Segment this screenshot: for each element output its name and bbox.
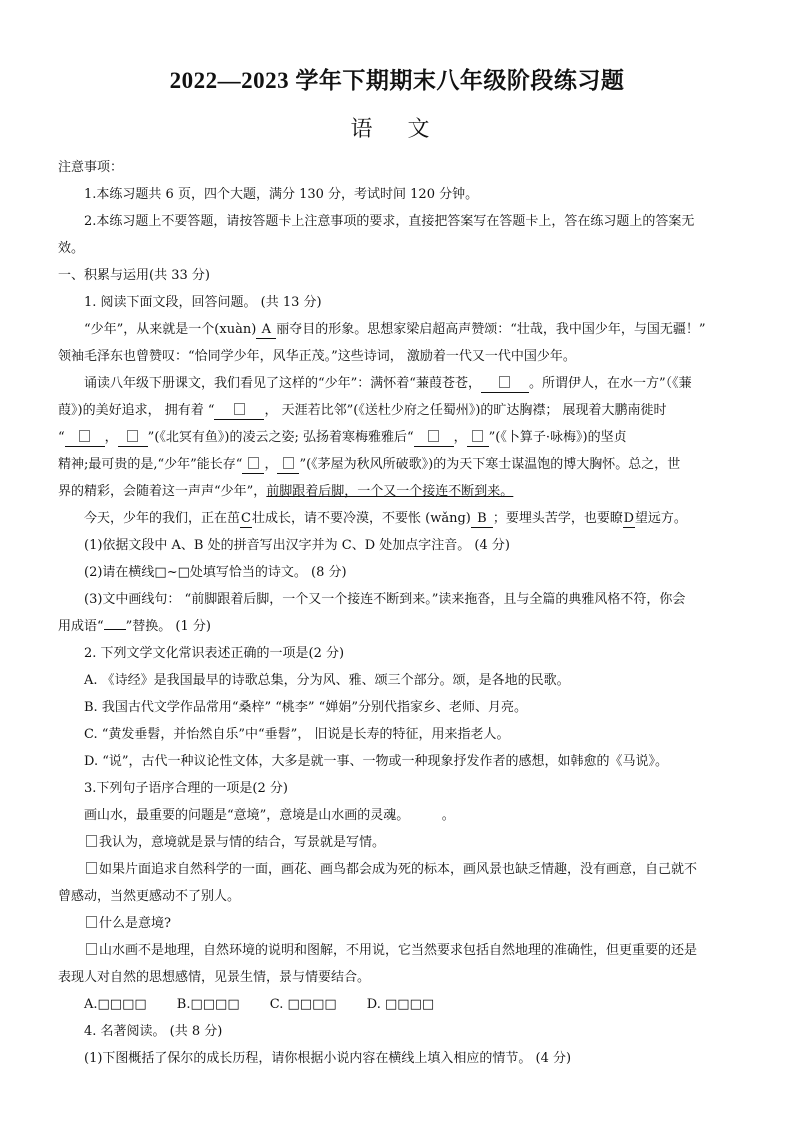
box-icon	[127, 430, 138, 442]
q1-para2-line1	[58, 370, 744, 397]
q4-sub1: (1)下图概括了保尔的成长历程，请你根据小说内容在横线上填入相应的情节。 (4 分)	[84, 1051, 572, 1066]
box-icon	[248, 457, 259, 469]
text: 诵读八年级下册课文，我们看见了这样的“少年”：满怀着“蒹葭苍苍，	[84, 376, 481, 391]
text: 我认为，意境就是景与情的结合，写景就是写情。	[99, 835, 386, 850]
box-icon	[86, 943, 97, 955]
text: 用成语“	[58, 619, 104, 634]
box-icon	[86, 835, 97, 847]
q2-option-b: B. 我国古代文学作品常用“桑梓” “桃李” “婵娟”分别代指家乡、老师、月亮。	[84, 700, 527, 715]
blank-a: A	[256, 322, 276, 339]
q2-option-c: C. “黄发垂髫，并怡然自乐”中“垂髫”， 旧说是长寿的特征，用来指老人。	[84, 727, 510, 742]
q3-option-d: D. □□□□	[366, 997, 435, 1012]
q4-stem: 4. 名著阅读。 (共 8 分)	[84, 1024, 223, 1039]
text: ”替换。 (1 分)	[125, 619, 211, 634]
q3-sentence-2-line1	[58, 856, 744, 883]
note-2-line2: 效。	[58, 241, 85, 256]
text: ”(《北冥有鱼》)的凌云之姿; 弘扬着寒梅雅雅后“	[147, 430, 414, 445]
box-icon	[234, 403, 245, 415]
subject-title: 语 文	[350, 117, 444, 142]
text: “	[58, 430, 65, 445]
blank-8	[277, 457, 299, 474]
text: ；要埋头苦学，也要瞭	[492, 511, 623, 526]
q1-sub2: (2)请在横线□~□处填写恰当的诗文。 (8 分)	[84, 565, 347, 580]
blank-b: B	[471, 511, 493, 528]
underlined-sentence: 前脚跟着后脚，一个又一个接连不断到来。	[266, 484, 514, 499]
text: ”(《茅屋为秋风所破歌》)的为天下寒士谋温饱的博大胸怀。总之，世	[299, 457, 681, 472]
box-icon	[86, 916, 97, 928]
q1-para2-line2	[58, 397, 744, 424]
blank-c: C	[241, 511, 251, 526]
text: 精神;最可贵的是,“少年”能长存“	[58, 457, 243, 472]
note-1: 1.本练习题共 6 页，四个大题，满分 130 分，考试时间 120 分钟。	[84, 187, 479, 202]
q1-para1-line2: 领袖毛泽东也曾赞叹：“恰同学少年，风华正茂。”这些诗词， 激励着一代又一代中国少年。	[58, 349, 576, 364]
q1-sub1: (1)依据文段中 A、B 处的拼音写出汉字并为 C、D 处加点字注音。 (4 分)	[84, 538, 510, 553]
q1-para2-line5	[58, 478, 744, 505]
text: ，	[264, 457, 278, 472]
text: 望远方。	[634, 511, 687, 526]
text: ”(《卜算子·咏梅》)的坚贞	[488, 430, 627, 445]
q3-option-b: B.□□□□	[176, 997, 240, 1012]
text: 如果片面追求自然科学的一面，画花、画鸟都会成为死的标本，画风景也缺乏情趣，没有画意，自己就不	[99, 862, 698, 877]
q3-sentence-1	[58, 829, 744, 856]
q3-stem: 3.下列句子语序合理的一项是(2 分)	[84, 781, 288, 796]
text: 今天，少年的我们，正在茁	[84, 511, 241, 526]
blank-5	[414, 430, 454, 447]
text: ，	[453, 430, 467, 445]
q1-sub3-line2	[58, 613, 744, 640]
box-icon	[86, 862, 97, 874]
box-icon	[79, 430, 90, 442]
q2-stem: 2. 下列文学文化常识表述正确的一项是(2 分)	[84, 646, 345, 661]
text: 葭》)的美好追求， 拥有着 “	[58, 403, 215, 418]
q1-para2-line3	[58, 424, 744, 451]
q3-sentence-3	[58, 910, 744, 937]
q1-para3	[58, 505, 744, 532]
box-icon	[472, 430, 483, 442]
q3-sentence-4-line2: 表现人对自然的思想感情，见景生情，景与情要结合。	[58, 970, 371, 985]
q1-sub3-line1: (3)文中画线句： “前脚跟着后脚，一个又一个接连不断到来。”读来拖沓，且与全篇的典雅风格不符，你会	[84, 592, 686, 607]
text: “少年”，从来就是一个(xuàn)	[84, 322, 257, 337]
box-icon	[499, 376, 510, 388]
blank-2	[214, 403, 264, 420]
blank-3	[65, 430, 105, 447]
text: ， 天涯若比邻”(《送杜少府之任蜀州》)的旷达胸襟； 展现着大鹏南徙时	[264, 403, 667, 418]
section-heading: 一、积累与运用(共 33 分)	[58, 268, 210, 283]
q3-option-c: C. □□□□	[269, 997, 337, 1012]
exam-body	[58, 154, 744, 1072]
text: 壮成长，请不要冷漠，不要怅 (wǎng)	[252, 511, 471, 526]
box-icon	[428, 430, 439, 442]
blank-1	[481, 376, 529, 393]
q2-option-d: D. “说”，古代一种议论性文体，大多是就一事、一物或一种现象抒发作者的感想，如韩愈的《马说》。	[84, 754, 669, 769]
text: 。所谓伊人，在水一方”（《蒹	[528, 376, 692, 391]
blank-6	[467, 430, 489, 447]
notes-heading: 注意事项：	[58, 160, 124, 175]
q3-sentence-4-line1	[58, 937, 744, 964]
q3-sentence-2-line2: 曾感动，当然更感动不了别人。	[58, 889, 241, 904]
text: 界的精彩，会随着这一声声“少年”，	[58, 484, 267, 499]
blank-4	[118, 430, 148, 447]
box-icon	[283, 457, 294, 469]
text: 什么是意境?	[99, 916, 171, 931]
text: ，	[104, 430, 118, 445]
q3-option-a: A.□□□□	[84, 997, 147, 1012]
exam-title: 2022—2023 学年下期期末八年级阶段练习题	[169, 68, 625, 93]
q3-options	[58, 991, 744, 1018]
q2-option-a: A. 《诗经》是我国最早的诗歌总集，分为风、雅、颂三个部分。颂，是各地的民歌。	[84, 673, 570, 688]
text: 山水画不是地理，自然环境的说明和图解，不用说，它当然要求包括自然地理的准确性，但更重要的还是	[99, 943, 698, 958]
blank-d: D	[623, 511, 635, 526]
blank-7	[242, 457, 264, 474]
q3-sentence-0: 画山水，最重要的问题是“意境”，意境是山水画的灵魂。 。	[84, 808, 455, 823]
blank-idiom	[104, 629, 126, 630]
q1-para1-line1	[58, 316, 744, 343]
text: 丽夺目的形象。思想家梁启超高声赞颂：“壮哉，我中国少年，与国无疆！”	[276, 322, 706, 337]
note-2-line1: 2.本练习题上不要答题，请按答题卡上注意事项的要求，直接把答案写在答题卡上，答在练习题上的答案无	[84, 214, 695, 229]
q1-para2-line4	[58, 451, 744, 478]
q1-stem: 1. 阅读下面文段，回答问题。 (共 13 分)	[84, 295, 322, 310]
